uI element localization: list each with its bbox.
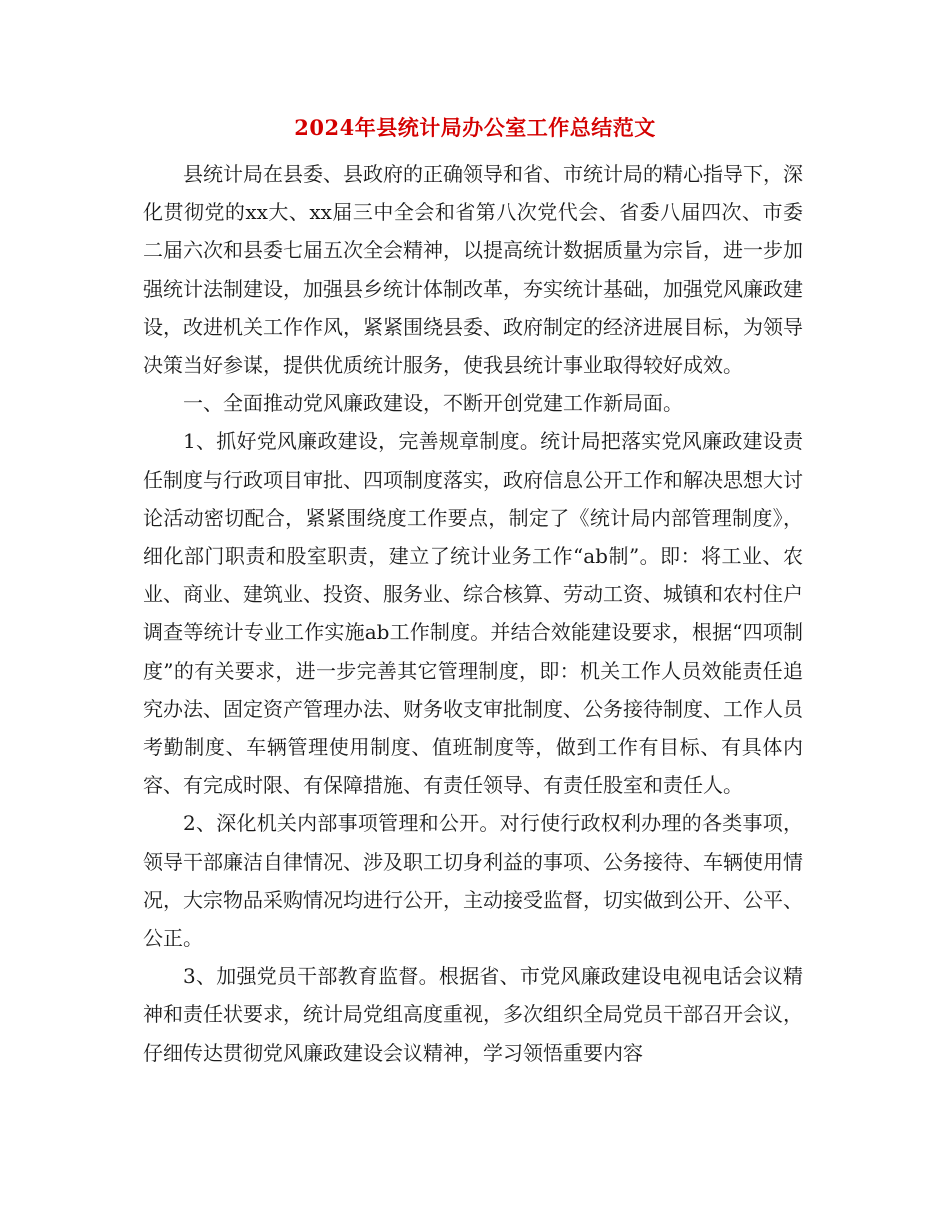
- document-body: [143, 155, 803, 1072]
- paragraph-item-3: 3、加强党员干部教育监督。根据省、市党风廉政建设电视电话会议精神和责任状要求，统计局党组高度重视，多次组织全局党员干部召开会议，仔细传达贯彻党风廉政建设会议精神，学习领悟重要内容: [143, 964, 803, 1065]
- document-title: 2024年县统计局办公室工作总结范文: [294, 115, 656, 140]
- paragraph-item-1: 1、抓好党风廉政建设，完善规章制度。统计局把落实党风廉政建设责任制度与行政项目审批、四项制度落实，政府信息公开工作和解决思想大讨论活动密切配合，紧紧围绕度工作要点，制定了《统计局内部管理制度》，细化部门职责和股室职责，建立了统计业务工作“ab制”。即：将工业、农业、商业、建筑业、投资、服务业、综合核算、劳动工资、城镇和农村住户调查等统计专业工作实施ab工作制度。并结合效能建设要求，根据“四项制度”的有关要求，进一步完善其它管理制度，即：机关工作人员效能责任追究办法、固定资产管理办法、财务收支审批制度、公务接待制度、工作人员考勤制度、车辆管理使用制度、值班制度等，做到工作有目标、有具体内容、有完成时限、有保障措施、有责任领导、有责任股室和责任人。: [143, 429, 803, 798]
- paragraph-intro: 县统计局在县委、县政府的正确领导和省、市统计局的精心指导下，深化贯彻党的xx大、xx届三中全会和省第八次党代会、省委八届四次、市委二届六次和县委七届五次全会精神，以提高统计数据质量为宗旨，进一步加强统计法制建设，加强县乡统计体制改革，夯实统计基础，加强党风廉政建设，改进机关工作作风，紧紧围绕县委、政府制定的经济进展目标，为领导决策当好参谋，提供优质统计服务，使我县统计事业取得较好成效。: [143, 162, 803, 378]
- paragraph-section-heading: 一、全面推动党风廉政建设，不断开创党建工作新局面。: [183, 391, 683, 416]
- paragraph-item-2: 2、深化机关内部事项管理和公开。对行使行政权利办理的各类事项，领导干部廉洁自律情况、涉及职工切身利益的事项、公务接待、车辆使用情况，大宗物品采购情况均进行公开，主动接受监督，切实做到公开、公平、公正。: [143, 811, 803, 951]
